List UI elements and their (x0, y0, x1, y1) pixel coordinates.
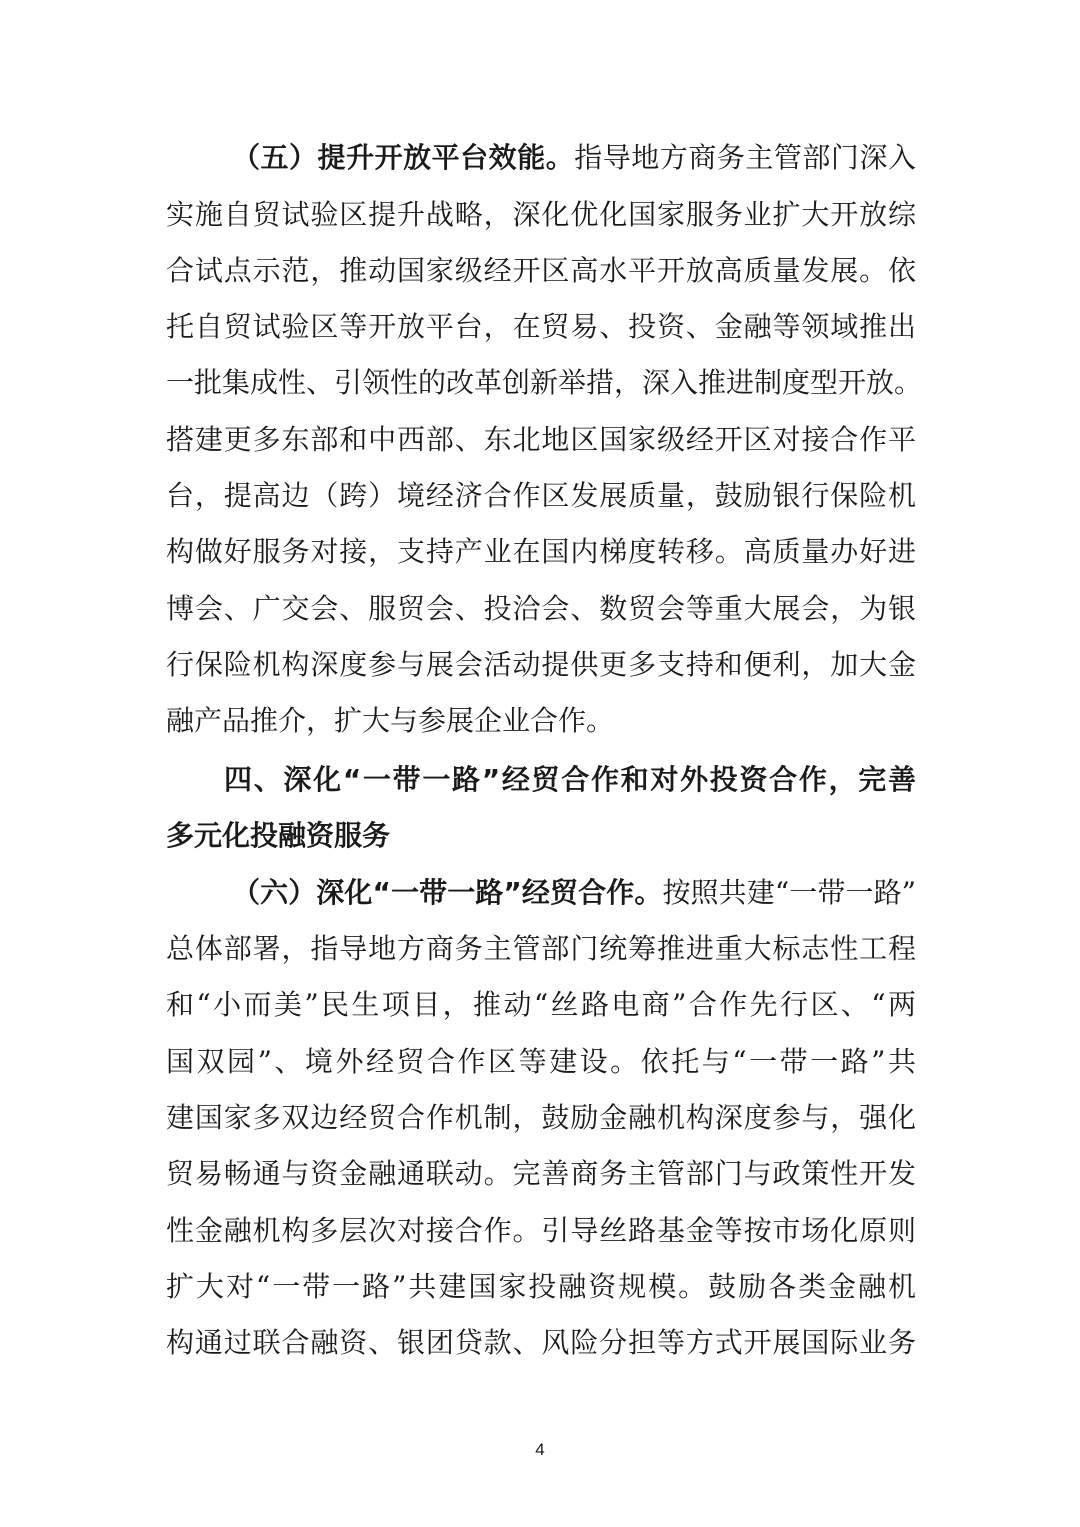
paragraph-5-line-11: 融产品推介，扩大与参展企业合作。 (166, 704, 615, 737)
page-number: 4 (535, 1440, 545, 1459)
paragraph-6-line-8: 扩大对“一带一路”共建国家投融资规模。鼓励各类金融机 (166, 1270, 916, 1303)
paragraph-5-line-4: 托自贸试验区等开放平台，在贸易、投资、金融等领域推出 (166, 310, 916, 343)
paragraph-6-line-5: 建国家多双边经贸合作机制，鼓励金融机构深度参与，强化 (166, 1101, 916, 1134)
paragraph-5-line-8: 构做好服务对接，支持产业在国内梯度转移。高质量办好进 (166, 535, 916, 568)
paragraph-5-line-7: 台，提高边（跨）境经济合作区发展质量，鼓励银行保险机 (166, 479, 916, 512)
paragraph-5-line-2: 实施自贸试验区提升战略，深化优化国家服务业扩大开放综 (166, 198, 916, 231)
paragraph-5-text: 指导地方商务主管部门深入 (574, 141, 916, 174)
paragraph-6-text: 按照共建“一带一路” (662, 876, 916, 909)
paragraph-6-line-9: 构通过联合融资、银团贷款、风险分担等方式开展国际业务 (166, 1326, 916, 1359)
paragraph-6-line-3: 和“小而美”民生项目，推动“丝路电商”合作先行区、“两 (166, 988, 916, 1021)
paragraph-6-line-7: 性金融机构多层次对接合作。引导丝路基金等按市场化原则 (166, 1214, 916, 1247)
paragraph-5-lead: （五）提升开放平台效能。 (232, 141, 575, 174)
section-4-heading-line-2: 多元化投融资服务 (166, 819, 391, 852)
paragraph-5-line-5: 一批集成性、引领性的改革创新举措，深入推进制度型开放。 (166, 366, 923, 399)
section-4-heading-line-1: 四、深化“一带一路”经贸合作和对外投资合作，完善 (224, 763, 916, 796)
paragraph-6-line-4: 国双园”、境外经贸合作区等建设。依托与“一带一路”共 (166, 1045, 916, 1078)
paragraph-5-line-3: 合试点示范，推动国家级经开区高水平开放高质量发展。依 (166, 254, 916, 287)
paragraph-5-line-1 (232, 138, 916, 178)
paragraph-5-line-6: 搭建更多东部和中西部、东北地区国家级经开区对接合作平 (166, 423, 916, 456)
paragraph-6-line-6: 贸易畅通与资金融通联动。完善商务主管部门与政策性开发 (166, 1157, 916, 1190)
paragraph-5-line-9: 博会、广交会、服贸会、投洽会、数贸会等重大展会，为银 (166, 592, 916, 625)
paragraph-6-line-1 (232, 873, 916, 913)
paragraph-6-line-2: 总体部署，指导地方商务主管部门统筹推进重大标志性工程 (166, 932, 916, 965)
paragraph-5-line-10: 行保险机构深度参与展会活动提供更多支持和便利，加大金 (166, 648, 916, 681)
paragraph-6-lead: （六）深化“一带一路”经贸合作。 (232, 876, 663, 909)
